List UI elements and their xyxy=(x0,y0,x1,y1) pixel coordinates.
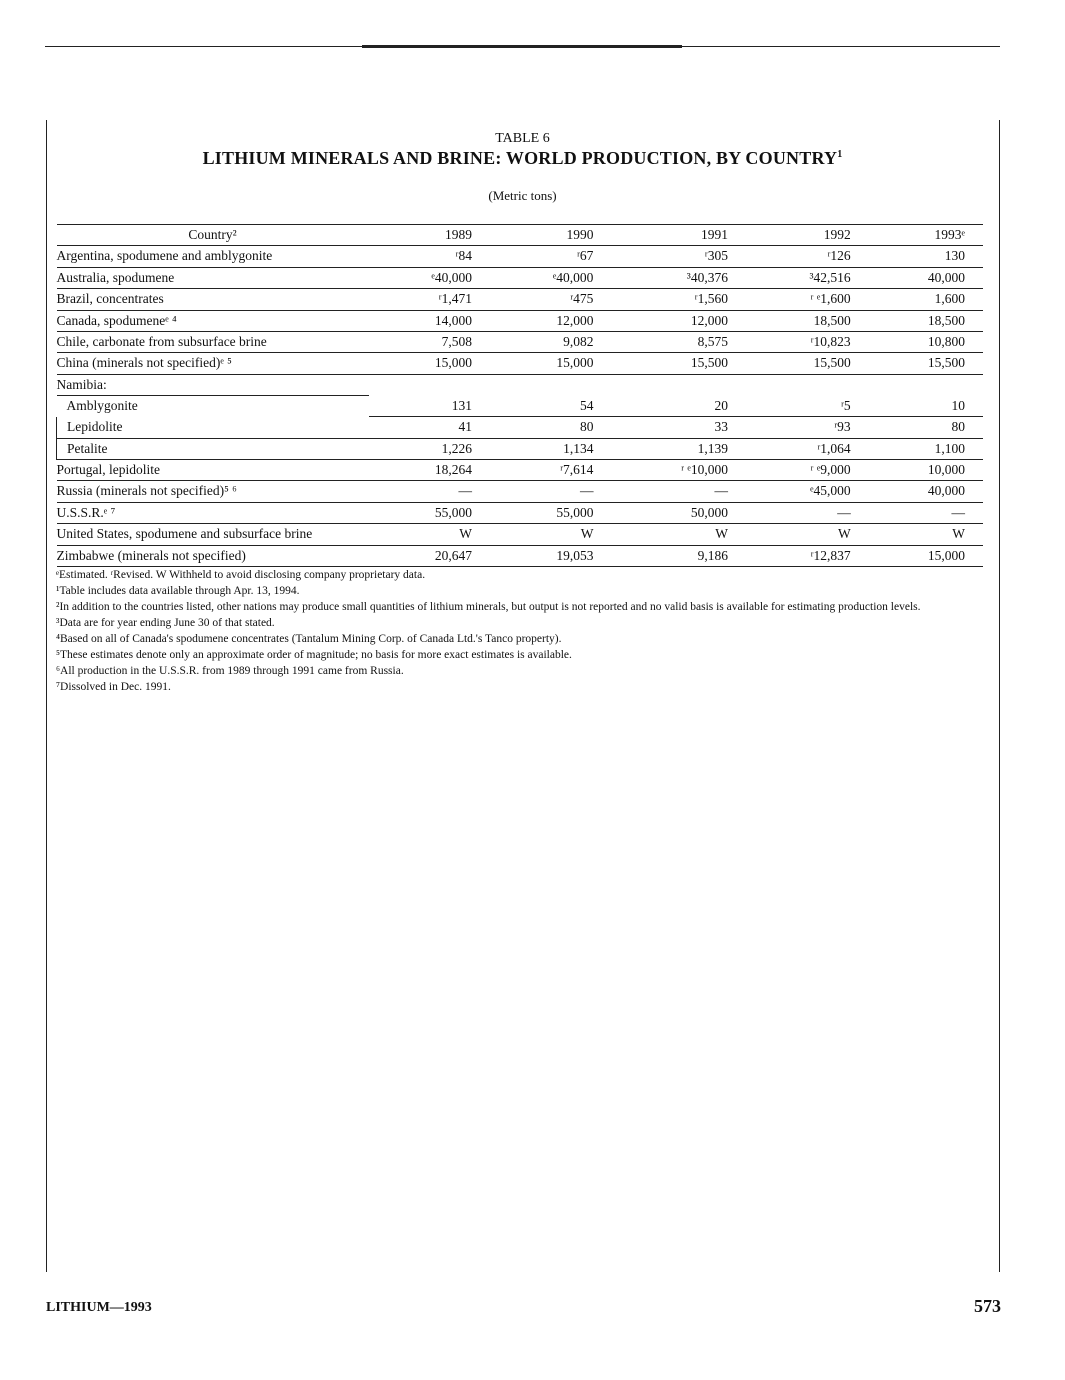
cell: 1,100 xyxy=(869,438,983,459)
cell: — xyxy=(746,502,869,523)
cell: W xyxy=(611,524,746,545)
cell: 130 xyxy=(869,246,983,267)
row-label: Argentina, spodumene and amblygonite xyxy=(57,246,369,267)
cell: ʳ ᵉ1,600 xyxy=(746,289,869,310)
cell: ʳ5 xyxy=(746,396,869,417)
cell: 1,139 xyxy=(611,438,746,459)
cell: — xyxy=(490,481,611,502)
cell: — xyxy=(369,481,490,502)
table-label: TABLE 6 xyxy=(495,131,550,146)
row-label: Russia (minerals not specified)⁵ ⁶ xyxy=(57,481,369,502)
cell: ᵉ40,000 xyxy=(369,267,490,288)
footnote: ᵉEstimated. ʳRevised. W Withheld to avoid disclosing company proprietary data. xyxy=(56,569,426,581)
cell: ³42,516 xyxy=(746,267,869,288)
table-row-group-heading xyxy=(57,374,984,395)
table-row xyxy=(57,289,984,310)
row-label: Australia, spodumene xyxy=(57,267,369,288)
cell: ʳ93 xyxy=(746,417,869,438)
cell: ʳ12,837 xyxy=(746,545,869,566)
cell: 18,264 xyxy=(369,459,490,480)
cell: 14,000 xyxy=(369,310,490,331)
cell: 15,000 xyxy=(369,353,490,374)
cell: ᵉ40,000 xyxy=(490,267,611,288)
table-row xyxy=(57,246,984,267)
cell xyxy=(490,374,611,395)
cell: 1,600 xyxy=(869,289,983,310)
cell xyxy=(746,374,869,395)
row-label: Petalite xyxy=(57,438,369,459)
cell: 7,508 xyxy=(369,332,490,353)
header-1991: 1991 xyxy=(611,225,746,246)
cell: ʳ84 xyxy=(369,246,490,267)
table-row xyxy=(57,267,984,288)
cell: ʳ1,064 xyxy=(746,438,869,459)
footnote: ⁵These estimates denote only an approximate order of magnitude; no basis for more exact estimates is available. xyxy=(56,649,572,661)
cell: 20 xyxy=(611,396,746,417)
cell: 10 xyxy=(869,396,983,417)
cell: 54 xyxy=(490,396,611,417)
cell: 40,000 xyxy=(869,481,983,502)
cell: W xyxy=(369,524,490,545)
table-title xyxy=(0,148,1045,169)
footnote: ²In addition to the countries listed, other nations may produce small quantities of lithium minerals, but output is not reported and no valid basis is available for estimating production levels. xyxy=(56,601,921,613)
cell: 40,000 xyxy=(869,267,983,288)
cell: ʳ1,471 xyxy=(369,289,490,310)
cell: 15,000 xyxy=(869,545,983,566)
row-label: Zimbabwe (minerals not specified) xyxy=(57,545,369,566)
cell: 15,500 xyxy=(611,353,746,374)
cell: 131 xyxy=(369,396,490,417)
footnote: ⁶All production in the U.S.S.R. from 1989 through 1991 came from Russia. xyxy=(56,665,404,677)
cell: 10,800 xyxy=(869,332,983,353)
cell: 1,226 xyxy=(369,438,490,459)
cell: 55,000 xyxy=(490,502,611,523)
cell: 55,000 xyxy=(369,502,490,523)
left-margin-line xyxy=(46,120,47,1272)
cell: ʳ7,614 xyxy=(490,459,611,480)
production-table xyxy=(56,224,983,567)
footnote: ³Data are for year ending June 30 of that stated. xyxy=(56,617,275,629)
table-row xyxy=(57,396,984,417)
cell: 15,500 xyxy=(869,353,983,374)
header-1993: 1993ᵉ xyxy=(869,225,983,246)
footnote: ⁷Dissolved in Dec. 1991. xyxy=(56,681,171,693)
cell: 10,000 xyxy=(869,459,983,480)
cell: 41 xyxy=(369,417,490,438)
footnote: ¹Table includes data available through Apr. 13, 1994. xyxy=(56,585,300,597)
table-header-row xyxy=(57,225,984,246)
page-number: 573 xyxy=(974,1296,1001,1316)
cell: ʳ ᵉ9,000 xyxy=(746,459,869,480)
row-label: Namibia: xyxy=(57,374,369,395)
table-row xyxy=(57,438,984,459)
cell: ʳ67 xyxy=(490,246,611,267)
row-label: Canada, spodumeneᵉ ⁴ xyxy=(57,310,369,331)
row-label: Brazil, concentrates xyxy=(57,289,369,310)
table-row xyxy=(57,417,984,438)
table-row xyxy=(57,332,984,353)
cell: W xyxy=(869,524,983,545)
cell: 1,134 xyxy=(490,438,611,459)
table-row xyxy=(57,502,984,523)
cell: W xyxy=(746,524,869,545)
cell: 18,500 xyxy=(746,310,869,331)
table-row xyxy=(57,459,984,480)
cell: ³40,376 xyxy=(611,267,746,288)
cell xyxy=(369,374,490,395)
right-margin-line xyxy=(999,120,1000,1272)
cell: 18,500 xyxy=(869,310,983,331)
row-label: U.S.S.R.ᵉ ⁷ xyxy=(57,502,369,523)
cell: ᵉ45,000 xyxy=(746,481,869,502)
row-label: Portugal, lepidolite xyxy=(57,459,369,480)
table-units: (Metric tons) xyxy=(488,188,557,203)
table-row xyxy=(57,524,984,545)
table-row xyxy=(57,545,984,566)
row-label: Amblygonite xyxy=(66,398,138,414)
cell: ʳ ᵉ10,000 xyxy=(611,459,746,480)
cell xyxy=(869,374,983,395)
row-label: China (minerals not specified)ᵉ ⁵ xyxy=(57,353,369,374)
table-row xyxy=(57,310,984,331)
header-country: Country² xyxy=(57,225,369,246)
cell: 15,500 xyxy=(746,353,869,374)
cell: 9,186 xyxy=(611,545,746,566)
footnotes xyxy=(56,567,983,695)
cell: 20,647 xyxy=(369,545,490,566)
top-rule-accent xyxy=(362,45,682,48)
row-label: United States, spodumene and subsurface brine xyxy=(57,524,369,545)
running-footer: LITHIUM—1993 xyxy=(46,1300,152,1315)
table-row xyxy=(57,353,984,374)
header-1989: 1989 xyxy=(369,225,490,246)
table-title-text: LITHIUM MINERALS AND BRINE: WORLD PRODUCTION, BY COUNTRY xyxy=(202,148,838,168)
cell: 80 xyxy=(869,417,983,438)
cell: 8,575 xyxy=(611,332,746,353)
row-label: Chile, carbonate from subsurface brine xyxy=(57,332,369,353)
cell: W xyxy=(490,524,611,545)
cell: ʳ126 xyxy=(746,246,869,267)
cell: 50,000 xyxy=(611,502,746,523)
cell: 33 xyxy=(611,417,746,438)
cell: ʳ1,560 xyxy=(611,289,746,310)
cell: 12,000 xyxy=(611,310,746,331)
cell: ʳ10,823 xyxy=(746,332,869,353)
cell: ʳ305 xyxy=(611,246,746,267)
row-label: Lepidolite xyxy=(57,417,369,438)
table-row xyxy=(57,481,984,502)
table-title-footnote-ref: 1 xyxy=(837,149,843,160)
cell: 19,053 xyxy=(490,545,611,566)
cell: 9,082 xyxy=(490,332,611,353)
cell: 80 xyxy=(490,417,611,438)
cell xyxy=(611,374,746,395)
header-1990: 1990 xyxy=(490,225,611,246)
cell: 12,000 xyxy=(490,310,611,331)
header-1992: 1992 xyxy=(746,225,869,246)
cell: 15,000 xyxy=(490,353,611,374)
cell: — xyxy=(611,481,746,502)
footnote: ⁴Based on all of Canada's spodumene concentrates (Tantalum Mining Corp. of Canada Ltd.'s Tanco property). xyxy=(56,633,562,645)
cell: — xyxy=(869,502,983,523)
cell: ʳ475 xyxy=(490,289,611,310)
